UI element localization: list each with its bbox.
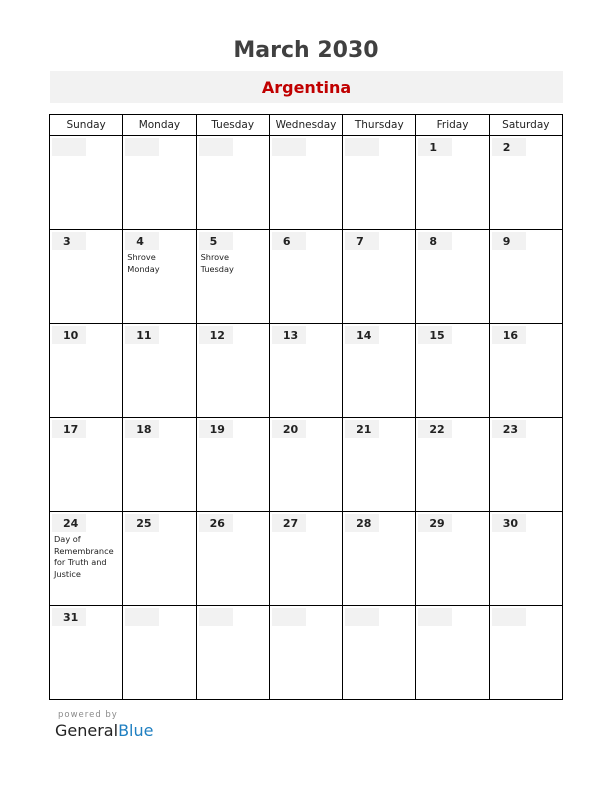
day-number: 2 xyxy=(492,138,526,156)
day-cell xyxy=(489,230,562,324)
day-cell xyxy=(343,230,416,324)
day-number: 1 xyxy=(418,138,452,156)
day-cell xyxy=(489,512,562,606)
day-cell xyxy=(489,136,562,230)
day-cell xyxy=(416,606,489,700)
day-cell xyxy=(343,324,416,418)
country-banner xyxy=(50,71,563,103)
day-number: 11 xyxy=(125,326,159,344)
day-number: 29 xyxy=(418,514,452,532)
day-number: 15 xyxy=(418,326,452,344)
day-number xyxy=(272,138,306,156)
day-cell xyxy=(416,324,489,418)
day-number: 16 xyxy=(492,326,526,344)
day-cell xyxy=(196,230,269,324)
day-number: 9 xyxy=(492,232,526,250)
day-cell xyxy=(416,136,489,230)
day-cell xyxy=(269,512,342,606)
day-cell xyxy=(416,230,489,324)
day-number: 13 xyxy=(272,326,306,344)
day-number: 26 xyxy=(199,514,233,532)
day-number: 19 xyxy=(199,420,233,438)
brand-blue: Blue xyxy=(118,721,154,740)
weekday-wednesday: Wednesday xyxy=(269,115,342,136)
day-cell xyxy=(123,324,196,418)
day-cell xyxy=(123,230,196,324)
day-cell xyxy=(123,418,196,512)
day-cell xyxy=(269,230,342,324)
day-number: 28 xyxy=(345,514,379,532)
day-cell xyxy=(196,606,269,700)
weekday-sunday: Sunday xyxy=(50,115,123,136)
calendar-title: March 2030 xyxy=(233,38,379,63)
day-number: 7 xyxy=(345,232,379,250)
week-row xyxy=(50,606,563,700)
day-cell xyxy=(196,512,269,606)
day-cell xyxy=(343,136,416,230)
week-row xyxy=(50,324,563,418)
day-cell xyxy=(489,324,562,418)
day-number: 21 xyxy=(345,420,379,438)
brand-general: General xyxy=(55,721,119,740)
country-name: Argentina xyxy=(261,78,352,97)
day-number xyxy=(492,608,526,626)
day-number xyxy=(125,138,159,156)
day-number: 4 xyxy=(125,232,159,250)
weekday-saturday: Saturday xyxy=(489,115,562,136)
week-row xyxy=(50,136,563,230)
day-cell xyxy=(50,324,123,418)
day-cell xyxy=(50,136,123,230)
day-cell xyxy=(489,418,562,512)
day-cell xyxy=(123,136,196,230)
day-cell xyxy=(50,606,123,700)
day-cell xyxy=(269,606,342,700)
day-number: 14 xyxy=(345,326,379,344)
day-number xyxy=(199,608,233,626)
day-cell xyxy=(50,230,123,324)
day-number: 24 xyxy=(52,514,86,532)
day-cell xyxy=(343,606,416,700)
week-row xyxy=(50,230,563,324)
weekday-thursday: Thursday xyxy=(343,115,416,136)
day-cell xyxy=(343,418,416,512)
day-cell xyxy=(196,418,269,512)
day-number: 3 xyxy=(52,232,86,250)
day-number xyxy=(272,608,306,626)
weekday-monday: Monday xyxy=(123,115,196,136)
day-cell xyxy=(343,512,416,606)
day-number: 27 xyxy=(272,514,306,532)
weekday-tuesday: Tuesday xyxy=(196,115,269,136)
day-number: 25 xyxy=(125,514,159,532)
day-number xyxy=(125,608,159,626)
day-cell xyxy=(123,606,196,700)
day-number xyxy=(52,138,86,156)
brand-logo xyxy=(55,721,153,740)
week-row xyxy=(50,418,563,512)
day-number: 30 xyxy=(492,514,526,532)
day-cell xyxy=(269,418,342,512)
day-number xyxy=(345,138,379,156)
day-number: 6 xyxy=(272,232,306,250)
calendar-grid xyxy=(49,114,563,700)
day-number: 23 xyxy=(492,420,526,438)
day-cell xyxy=(416,512,489,606)
holiday-label: Day of Remembrance for Truth and Justice xyxy=(54,534,114,579)
day-number xyxy=(199,138,233,156)
day-cell xyxy=(269,324,342,418)
day-number: 10 xyxy=(52,326,86,344)
day-number xyxy=(345,608,379,626)
day-cell xyxy=(50,512,123,606)
day-number: 22 xyxy=(418,420,452,438)
day-number xyxy=(418,608,452,626)
day-cell xyxy=(50,418,123,512)
day-cell xyxy=(196,324,269,418)
week-row xyxy=(50,512,563,606)
weekday-friday: Friday xyxy=(416,115,489,136)
day-number: 17 xyxy=(52,420,86,438)
weekday-header-row xyxy=(50,115,563,136)
day-cell xyxy=(416,418,489,512)
holiday-label: Shrove Tuesday xyxy=(200,252,234,274)
day-number: 20 xyxy=(272,420,306,438)
day-number: 31 xyxy=(52,608,86,626)
day-number: 12 xyxy=(199,326,233,344)
holiday-label: Shrove Monday xyxy=(127,252,160,274)
day-number: 18 xyxy=(125,420,159,438)
powered-by-label: powered by xyxy=(58,710,118,720)
day-cell xyxy=(269,136,342,230)
day-number: 5 xyxy=(199,232,233,250)
day-cell xyxy=(196,136,269,230)
day-cell xyxy=(489,606,562,700)
day-number: 8 xyxy=(418,232,452,250)
day-cell xyxy=(123,512,196,606)
calendar-body xyxy=(50,136,563,700)
